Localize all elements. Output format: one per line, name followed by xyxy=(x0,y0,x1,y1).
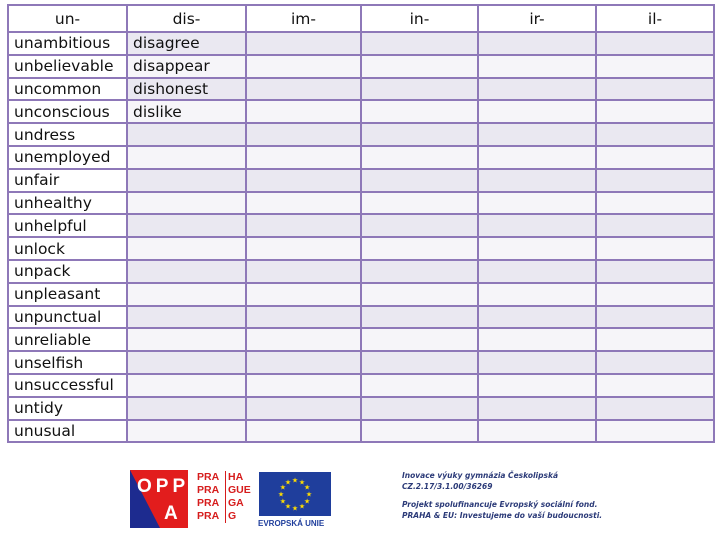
table-cell-im xyxy=(246,328,361,351)
table-row xyxy=(8,351,714,374)
table-cell-im xyxy=(246,260,361,283)
table-cell-ir xyxy=(478,420,596,443)
table-cell-ir xyxy=(478,146,596,169)
table-cell-im xyxy=(246,420,361,443)
table-cell-dis xyxy=(127,420,246,443)
header-ir: ir- xyxy=(478,5,596,32)
table-cell-ir xyxy=(478,237,596,260)
table-cell-ir xyxy=(478,306,596,329)
header-im: im- xyxy=(246,5,361,32)
prefix-table xyxy=(7,4,715,443)
table-row xyxy=(8,123,714,146)
table-cell-dis xyxy=(127,169,246,192)
table-cell-ir xyxy=(478,260,596,283)
table-cell-il xyxy=(596,420,714,443)
table-row xyxy=(8,169,714,192)
table-cell-ir xyxy=(478,328,596,351)
table-cell-il xyxy=(596,192,714,215)
table-cell-dis xyxy=(127,374,246,397)
header-il: il- xyxy=(596,5,714,32)
header-row xyxy=(8,5,714,32)
praha-logo-text: PRA xyxy=(197,471,220,483)
table-cell-dis xyxy=(127,146,246,169)
table-cell-im xyxy=(246,374,361,397)
table-cell-in xyxy=(361,306,478,329)
table-cell-un: unpack xyxy=(8,260,127,283)
table-row xyxy=(8,214,714,237)
table-cell-dis xyxy=(127,237,246,260)
table-cell-in xyxy=(361,351,478,374)
table-row xyxy=(8,260,714,283)
eu-stars xyxy=(259,472,331,516)
table-cell-il xyxy=(596,32,714,55)
eu-flag-icon xyxy=(259,472,331,516)
praha-logo-text: G xyxy=(228,510,237,522)
table-cell-dis xyxy=(127,214,246,237)
project-line: PRAHA & EU: Investujeme do vaší budoucnosti. xyxy=(402,511,603,520)
header-in: in- xyxy=(361,5,478,32)
table-cell-in xyxy=(361,260,478,283)
table-cell-im xyxy=(246,214,361,237)
table-cell-im xyxy=(246,192,361,215)
project-line: Projekt spolufinancuje Evropský sociální fond. xyxy=(402,500,598,509)
table-cell-ir xyxy=(478,55,596,78)
table-cell-il xyxy=(596,123,714,146)
table-cell-ir xyxy=(478,374,596,397)
table-cell-in xyxy=(361,214,478,237)
table-cell-il xyxy=(596,146,714,169)
table-cell-im xyxy=(246,283,361,306)
praha-logo-text: GUE xyxy=(228,484,251,496)
table-cell-dis xyxy=(127,192,246,215)
table-cell-dis: dislike xyxy=(127,100,246,123)
oppa-logo-line2: A xyxy=(164,503,178,524)
table-cell-in xyxy=(361,283,478,306)
table-cell-ir xyxy=(478,78,596,101)
table-cell-il xyxy=(596,374,714,397)
table-cell-ir xyxy=(478,32,596,55)
table-row xyxy=(8,397,714,420)
table-cell-dis: dishonest xyxy=(127,78,246,101)
table-cell-dis xyxy=(127,123,246,146)
header-dis: dis- xyxy=(127,5,246,32)
table-cell-un: unpleasant xyxy=(8,283,127,306)
table-cell-il xyxy=(596,78,714,101)
table-cell-in xyxy=(361,374,478,397)
table-cell-dis xyxy=(127,306,246,329)
footer xyxy=(0,462,720,540)
table-cell-in xyxy=(361,32,478,55)
project-info xyxy=(402,470,602,521)
table-cell-il xyxy=(596,351,714,374)
eu-star-icon: ★ xyxy=(279,484,287,492)
eu-star-icon: ★ xyxy=(298,479,306,487)
eu-star-icon: ★ xyxy=(298,503,306,511)
table-cell-in xyxy=(361,169,478,192)
praha-logo-col1 xyxy=(197,471,219,523)
eu-star-icon: ★ xyxy=(277,491,285,499)
table-cell-in xyxy=(361,237,478,260)
eu-star-icon: ★ xyxy=(305,491,313,499)
eu-star-icon: ★ xyxy=(291,505,299,513)
table-cell-in xyxy=(361,78,478,101)
project-line: CZ.2.17/3.1.00/36269 xyxy=(402,482,493,491)
table-cell-un: unusual xyxy=(8,420,127,443)
table-cell-im xyxy=(246,55,361,78)
table-cell-dis xyxy=(127,397,246,420)
table-cell-un: unemployed xyxy=(8,146,127,169)
table-cell-un: unfair xyxy=(8,169,127,192)
table-cell-il xyxy=(596,260,714,283)
praha-logo-text: PRA xyxy=(197,510,220,522)
table-cell-ir xyxy=(478,123,596,146)
table-cell-ir xyxy=(478,214,596,237)
table-cell-im xyxy=(246,306,361,329)
oppa-logo xyxy=(130,470,188,528)
eu-star-icon: ★ xyxy=(284,503,292,511)
eu-star-icon: ★ xyxy=(291,477,299,485)
project-line: Inovace výuky gymnázia Českolipská xyxy=(402,471,559,480)
table-cell-il xyxy=(596,55,714,78)
table-row xyxy=(8,192,714,215)
table-cell-im xyxy=(246,237,361,260)
table-cell-dis: disagree xyxy=(127,32,246,55)
table-row xyxy=(8,374,714,397)
eu-star-icon: ★ xyxy=(303,484,311,492)
table-cell-im xyxy=(246,169,361,192)
table-row xyxy=(8,55,714,78)
table-cell-ir xyxy=(478,397,596,420)
table-cell-in xyxy=(361,328,478,351)
table-cell-un: untidy xyxy=(8,397,127,420)
table-cell-im xyxy=(246,123,361,146)
praha-logo-text: HA xyxy=(228,471,244,483)
table-cell-un: unconscious xyxy=(8,100,127,123)
table-cell-im xyxy=(246,78,361,101)
eu-star-icon: ★ xyxy=(279,498,287,506)
table-row xyxy=(8,78,714,101)
table-cell-dis xyxy=(127,351,246,374)
table-cell-in xyxy=(361,146,478,169)
table-cell-un: unpunctual xyxy=(8,306,127,329)
table-cell-un: unhelpful xyxy=(8,214,127,237)
table-cell-im xyxy=(246,146,361,169)
table-cell-il xyxy=(596,100,714,123)
table-cell-dis xyxy=(127,328,246,351)
table-row xyxy=(8,32,714,55)
table-cell-im xyxy=(246,100,361,123)
table-cell-un: undress xyxy=(8,123,127,146)
table-cell-il xyxy=(596,397,714,420)
praha-logo-text: PRA xyxy=(197,484,220,496)
table-cell-ir xyxy=(478,192,596,215)
table-cell-in xyxy=(361,420,478,443)
table-row xyxy=(8,306,714,329)
table-cell-ir xyxy=(478,283,596,306)
table-row xyxy=(8,283,714,306)
table-cell-im xyxy=(246,397,361,420)
eu-star-icon: ★ xyxy=(303,498,311,506)
table-cell-un: unsuccessful xyxy=(8,374,127,397)
praha-logo xyxy=(197,471,252,527)
table-cell-il xyxy=(596,328,714,351)
table-row xyxy=(8,100,714,123)
table-row xyxy=(8,420,714,443)
table-cell-in xyxy=(361,192,478,215)
table-row xyxy=(8,328,714,351)
header-un: un- xyxy=(8,5,127,32)
praha-logo-col2 xyxy=(225,471,251,523)
table-cell-il xyxy=(596,169,714,192)
table-cell-il xyxy=(596,214,714,237)
table-cell-im xyxy=(246,32,361,55)
table-cell-ir xyxy=(478,169,596,192)
table-row xyxy=(8,237,714,260)
table-cell-un: unambitious xyxy=(8,32,127,55)
praha-logo-text: PRA xyxy=(197,497,220,509)
table-cell-il xyxy=(596,306,714,329)
table-cell-ir xyxy=(478,351,596,374)
table-cell-in xyxy=(361,55,478,78)
table-cell-un: uncommon xyxy=(8,78,127,101)
table-cell-un: unselfish xyxy=(8,351,127,374)
oppa-logo-line1: OPP xyxy=(137,476,190,497)
eu-star-icon: ★ xyxy=(284,479,292,487)
table-cell-un: unbelievable xyxy=(8,55,127,78)
table-cell-un: unreliable xyxy=(8,328,127,351)
praha-logo-text: GA xyxy=(228,497,244,509)
table-cell-il xyxy=(596,283,714,306)
table-cell-un: unlock xyxy=(8,237,127,260)
table-cell-ir xyxy=(478,100,596,123)
table-cell-in xyxy=(361,397,478,420)
table-cell-dis xyxy=(127,260,246,283)
table-cell-dis xyxy=(127,283,246,306)
table-cell-il xyxy=(596,237,714,260)
table-row xyxy=(8,146,714,169)
table-cell-im xyxy=(246,351,361,374)
eu-label: EVROPSKÁ UNIE xyxy=(258,519,325,528)
table-cell-in xyxy=(361,123,478,146)
table-cell-un: unhealthy xyxy=(8,192,127,215)
table-cell-dis: disappear xyxy=(127,55,246,78)
table-cell-in xyxy=(361,100,478,123)
